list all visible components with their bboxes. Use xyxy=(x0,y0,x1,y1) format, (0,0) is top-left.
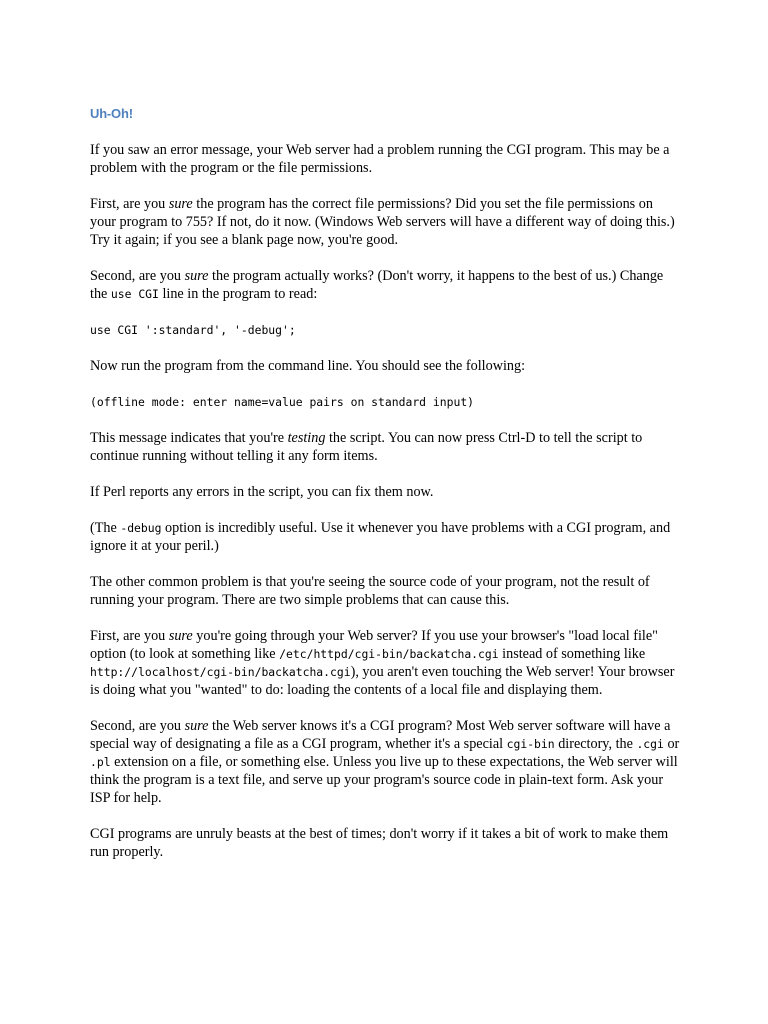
text-run: Second, are you xyxy=(90,718,185,734)
paragraph-debug-option xyxy=(90,519,680,555)
text-run: the script. You can now press Ctrl-D to tell the script to continue running without telling it any form items. xyxy=(90,430,643,464)
paragraph-perl-errors: If Perl reports any errors in the script, you can fix them now. xyxy=(90,484,434,500)
text-run: you're going through your Web server? If you use your browser's "load local file" option (to look at something like xyxy=(90,628,658,662)
text-run: First, are you xyxy=(90,196,169,212)
text-run: option is incredibly useful. Use it whenever you have problems with a CGI program, and ignore it at your peril.) xyxy=(90,520,671,554)
text-run: Second, are you xyxy=(90,268,185,284)
inline-code: .pl xyxy=(90,755,111,769)
section-heading: Uh-Oh! xyxy=(90,106,133,121)
text-run: or xyxy=(663,736,680,752)
paragraph-cgi-designation xyxy=(90,717,680,807)
paragraph-web-server-check xyxy=(90,627,680,699)
paragraph-source-code-problem: The other common problem is that you're seeing the source code of your program, not the result of running your program. There are two simple problems that can cause this. xyxy=(90,574,650,608)
text-run: ), you aren't even touching the Web server! Your browser is doing what you "wanted" to do: loading the contents of a local file and displaying them. xyxy=(90,664,675,698)
inline-code: /etc/httpd/cgi-bin/backatcha.cgi xyxy=(279,647,499,661)
emphasis: sure xyxy=(168,628,193,644)
inline-code: cgi-bin xyxy=(506,737,555,751)
paragraph-file-permissions xyxy=(90,195,680,249)
code-block-use-cgi: use CGI ':standard', '-debug'; xyxy=(90,323,296,337)
document-page xyxy=(90,105,680,879)
inline-code: http://localhost/cgi-bin/backatcha.cgi xyxy=(90,665,351,679)
paragraph-error-message: If you saw an error message, your Web server had a problem running the CGI program. This may be a problem with the program or the file permissions. xyxy=(90,142,670,176)
inline-code: -debug xyxy=(120,521,162,535)
paragraph-run-command-line: Now run the program from the command line. You should see the following: xyxy=(90,358,526,374)
text-run: (The xyxy=(90,520,121,536)
emphasis: sure xyxy=(184,718,209,734)
inline-code: use CGI xyxy=(110,287,159,301)
text-run: the program has the correct file permissions? Did you set the file permissions on your program to 755? If not, do it now. (Windows Web servers will have a different way of doing this.) Try it again; if you see a blank page now, you're good. xyxy=(90,196,675,248)
text-run: instead of something like xyxy=(498,646,646,662)
text-run: extension on a file, or something else. Unless you live up to these expectations, the Web server will think the program is a text file, and serve up your program's source code in plain-text form. Ask your ISP for help. xyxy=(90,754,678,806)
paragraph-program-works xyxy=(90,267,680,303)
code-block-offline-mode: (offline mode: enter name=value pairs on standard input) xyxy=(90,395,475,409)
text-run: This message indicates that you're xyxy=(90,430,288,446)
text-run: directory, the xyxy=(554,736,637,752)
emphasis: sure xyxy=(184,268,209,284)
paragraph-unruly-beasts: CGI programs are unruly beasts at the best of times; don't worry if it takes a bit of work to make them run properly. xyxy=(90,826,669,860)
text-run: the Web server knows it's a CGI program? Most Web server software will have a special way of designating a file as a CGI program, whether it's a special xyxy=(90,718,671,752)
text-run: First, are you xyxy=(90,628,169,644)
text-run: the program actually works? (Don't worry, it happens to the best of us.) Change the xyxy=(90,268,664,302)
paragraph-testing-message xyxy=(90,429,680,465)
inline-code: .cgi xyxy=(636,737,664,751)
text-run: line in the program to read: xyxy=(158,286,318,302)
emphasis: testing xyxy=(287,430,326,446)
emphasis: sure xyxy=(168,196,193,212)
